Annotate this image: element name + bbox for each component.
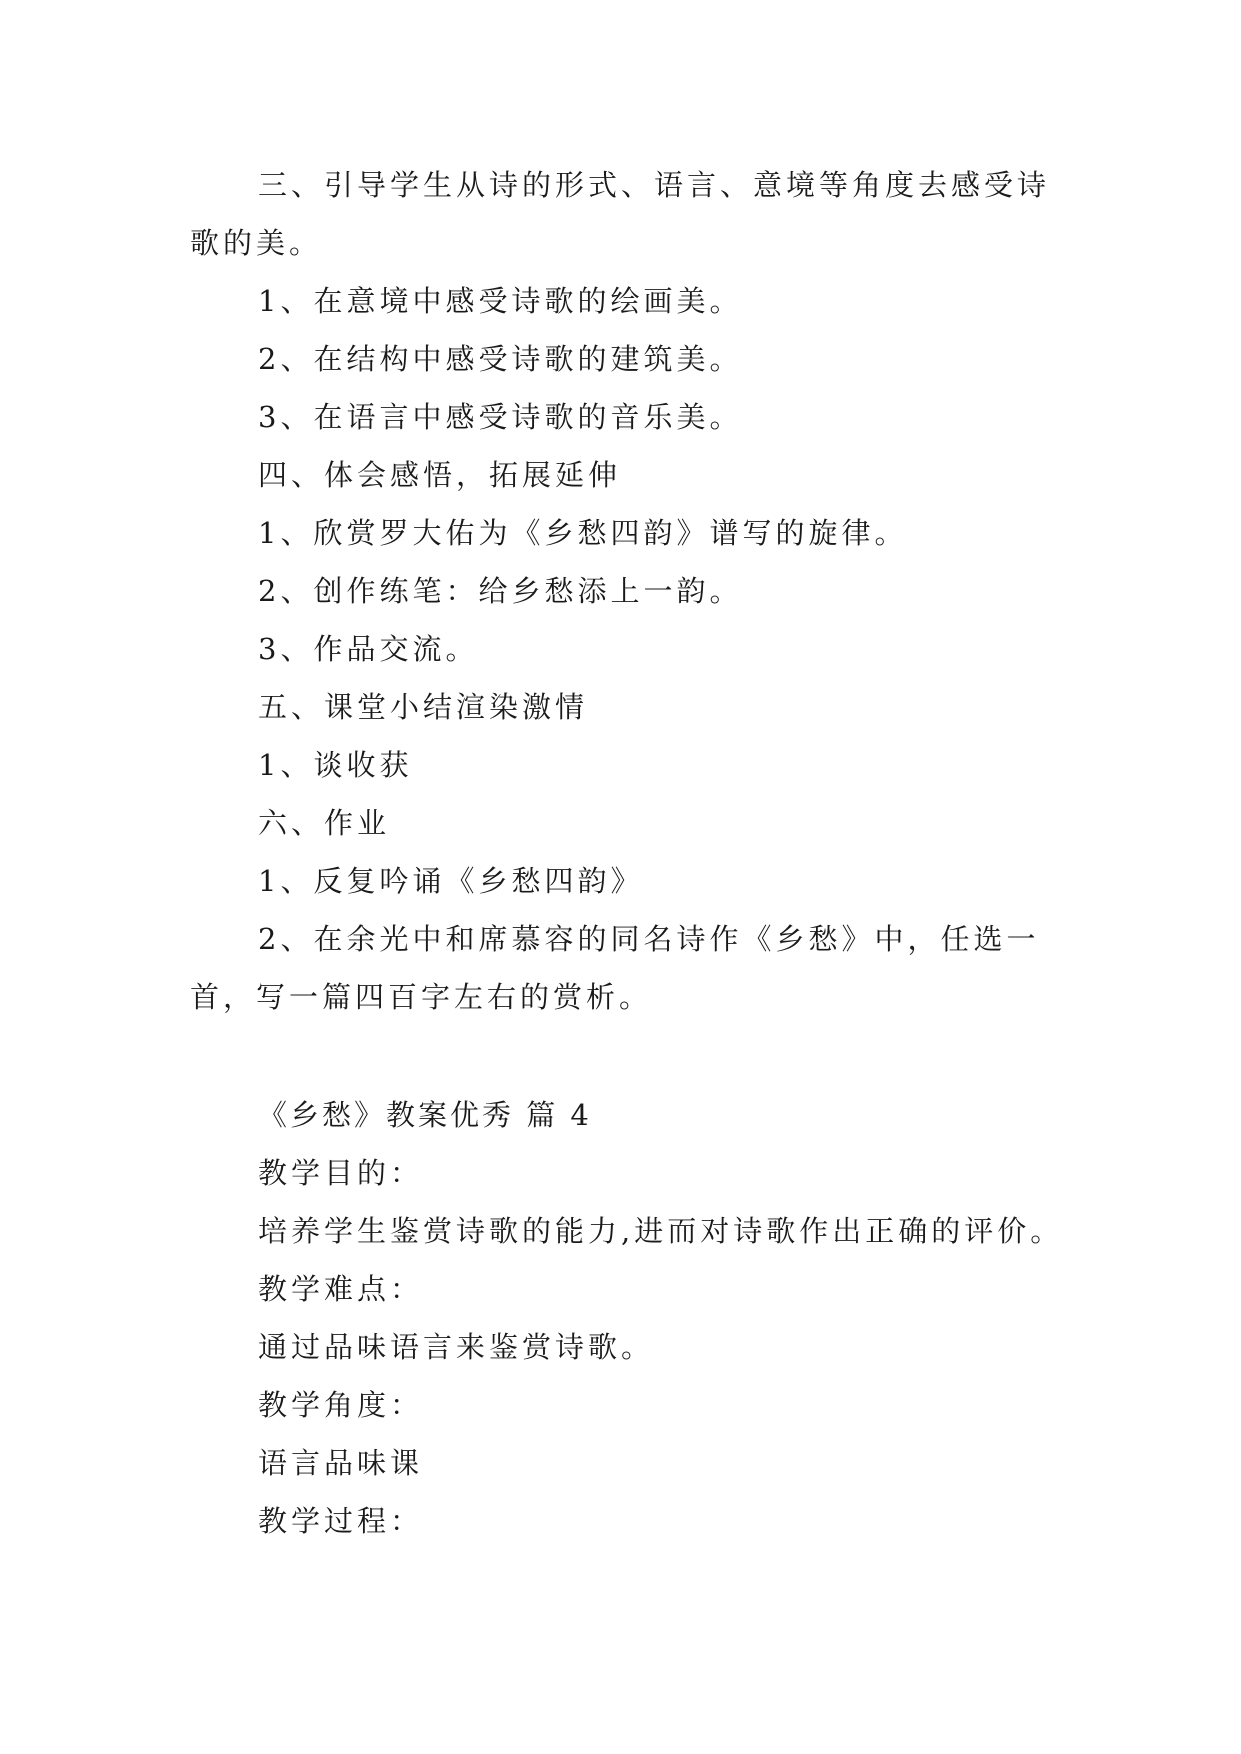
- label-teaching-process: 教学过程：: [258, 1504, 424, 1538]
- list-item: 1、反复吟诵《乡愁四韵》: [258, 864, 644, 898]
- section-three-heading-line-1: 三、引导学生从诗的形式、语言、意境等角度去感受诗: [258, 168, 1051, 202]
- list-item: 3、作品交流。: [258, 632, 479, 666]
- teaching-difficulty-text: 通过品味语言来鉴赏诗歌。: [258, 1330, 655, 1364]
- list-item-line-1: 2、在余光中和席慕容的同名诗作《乡愁》中，任选一: [258, 922, 1040, 956]
- label-teaching-goal: 教学目的：: [258, 1156, 424, 1190]
- label-teaching-angle: 教学角度：: [258, 1388, 424, 1422]
- list-item: 2、创作练笔：给乡愁添上一韵。: [258, 574, 743, 608]
- section-six-heading: 六、作业: [258, 806, 391, 840]
- list-item: 1、谈收获: [258, 748, 413, 782]
- label-teaching-difficulty: 教学难点：: [258, 1272, 424, 1306]
- section-three-heading-line-2: 歌的美。: [190, 226, 323, 260]
- list-item: 1、欣赏罗大佑为《乡愁四韵》谱写的旋律。: [258, 516, 908, 550]
- list-item: 1、在意境中感受诗歌的绘画美。: [258, 284, 743, 318]
- section-five-heading: 五、课堂小结渲染激情: [258, 690, 589, 724]
- article-title: 《乡愁》教案优秀 篇 4: [258, 1098, 592, 1132]
- section-four-heading: 四、体会感悟，拓展延伸: [258, 458, 622, 492]
- list-item: 2、在结构中感受诗歌的建筑美。: [258, 342, 743, 376]
- list-item: 3、在语言中感受诗歌的音乐美。: [258, 400, 743, 434]
- teaching-angle-text: 语言品味课: [258, 1446, 424, 1480]
- list-item-line-2: 首，写一篇四百字左右的赏析。: [190, 980, 653, 1014]
- teaching-goal-text: 培养学生鉴赏诗歌的能力,进而对诗歌作出正确的评价。: [258, 1214, 1064, 1248]
